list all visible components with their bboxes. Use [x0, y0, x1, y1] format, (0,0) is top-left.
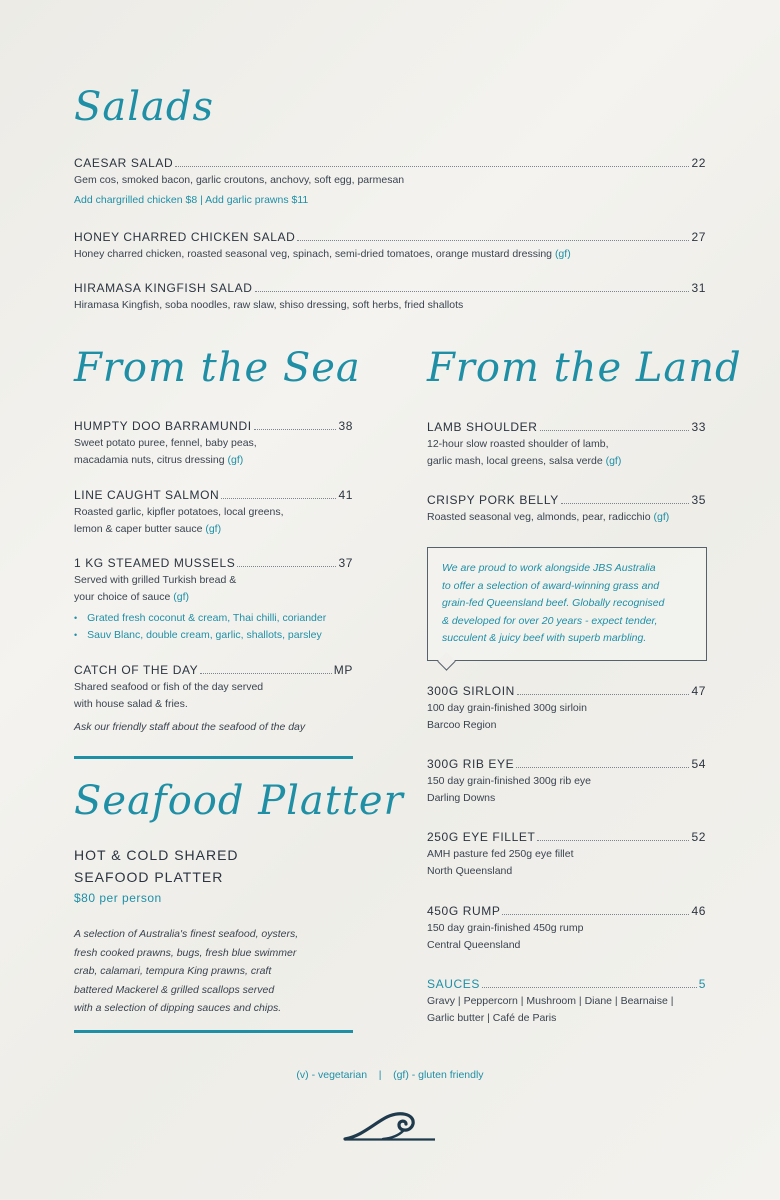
item-price: 47: [691, 684, 706, 698]
platter-title: HOT & COLD SHARED SEAFOOD PLATTER: [74, 847, 239, 885]
menu-item-mussels: [74, 555, 353, 644]
from-the-sea-heading: From the Sea: [74, 345, 361, 391]
item-price: 31: [691, 281, 706, 295]
item-price: 54: [691, 757, 706, 771]
item-name: LAMB SHOULDER: [427, 420, 538, 434]
item-name: 450G RUMP: [427, 904, 501, 918]
item-name: CRISPY PORK BELLY: [427, 493, 559, 507]
item-description: Roasted garlic, kipfler potatoes, local greens,: [74, 506, 284, 518]
item-description: Sweet potato puree, fennel, baby peas,: [74, 437, 257, 449]
gf-tag: (gf): [653, 511, 670, 523]
item-price: 35: [691, 493, 706, 507]
item-price: 46: [691, 904, 706, 918]
item-price: 33: [691, 420, 706, 434]
item-description-2: with house salad & fries.: [74, 698, 188, 710]
seafood-platter-heading: Seafood Platter: [74, 778, 404, 824]
item-description: Honey charred chicken, roasted seasonal veg, spinach, semi-dried tomatoes, orange mustard dressing (gf): [74, 248, 571, 260]
item-price: 5: [698, 977, 706, 991]
item-name: HUMPTY DOO BARRAMUNDI: [74, 419, 252, 433]
sauce-option: • Grated fresh coconut & cream, Thai chilli, coriander: [74, 610, 353, 627]
item-description: 100 day grain-finished 300g sirloin: [427, 702, 587, 714]
item-description: Shared seafood or fish of the day served: [74, 681, 264, 693]
item-description-2: your choice of sauce (gf): [74, 591, 189, 603]
menu-item-kingfish-salad: [74, 280, 706, 314]
gf-tag: (gf): [605, 455, 622, 467]
item-name: CAESAR SALAD: [74, 156, 174, 170]
item-price: 38: [338, 419, 353, 433]
gf-tag: (gf): [173, 591, 189, 603]
item-name: 300G SIRLOIN: [427, 684, 515, 698]
item-description: Gravy | Peppercorn | Mushroom | Diane | Bearnaise |: [427, 995, 674, 1007]
item-name: LINE CAUGHT SALMON: [74, 488, 220, 502]
platter-description: A selection of Australia's finest seafood, oysters, fresh cooked prawns, bugs, fresh blue swimmer crab, calamari, tempura King prawns, craft battered Mackerel & grilled scallops served with a selection of dipping sauces and chips.: [74, 928, 299, 1014]
seafood-note: Ask our friendly staff about the seafood of the day: [74, 721, 306, 733]
sauce-options: [74, 610, 353, 644]
item-name: 1 KG STEAMED MUSSELS: [74, 556, 236, 570]
item-price: 37: [338, 556, 353, 570]
item-name: 300G RIB EYE: [427, 757, 515, 771]
divider: [74, 756, 353, 759]
item-name: HIRAMASA KINGFISH SALAD: [74, 281, 253, 295]
platter-price: $80 per person: [74, 891, 162, 905]
item-region: Barcoo Region: [427, 719, 497, 731]
item-description-2: macadamia nuts, citrus dressing (gf): [74, 454, 244, 466]
item-price: 22: [691, 156, 706, 170]
menu-item-barramundi: [74, 418, 353, 469]
item-name: SAUCES: [427, 977, 480, 991]
item-description: Roasted seasonal veg, almonds, pear, radicchio (gf): [427, 511, 670, 523]
gf-tag: (gf): [227, 454, 244, 466]
menu-item-sauces: [427, 976, 706, 1027]
gf-tag: (gf): [554, 248, 571, 260]
item-region: North Queensland: [427, 865, 513, 877]
menu-item-eye-fillet: [427, 829, 706, 880]
wave-icon: [343, 1108, 437, 1142]
item-name: HONEY CHARRED CHICKEN SALAD: [74, 230, 296, 244]
menu-item-rib-eye: [427, 756, 706, 807]
menu-item-lamb-shoulder: [427, 419, 706, 470]
item-description: 150 day grain-finished 300g rib eye: [427, 775, 592, 787]
item-description: Gem cos, smoked bacon, garlic croutons, anchovy, soft egg, parmesan: [74, 174, 405, 186]
item-description-2: lemon & caper butter sauce (gf): [74, 523, 222, 535]
jbs-callout: We are proud to work alongside JBS Australia to offer a selection of award-winning grass and grain-fed Queensland beef. Globally recognised & developed for over 20 years - expect tender, succulent & juicy beef with superb marbling.: [427, 547, 707, 661]
menu-item-rump: [427, 903, 706, 954]
divider: [74, 1030, 353, 1033]
item-description: AMH pasture fed 250g eye fillet: [427, 848, 574, 860]
item-addons: Add chargrilled chicken $8 | Add garlic prawns $11: [74, 194, 309, 206]
salads-heading: Salads: [74, 84, 215, 130]
menu-item-salmon: [74, 487, 353, 538]
item-name: CATCH OF THE DAY: [74, 663, 199, 677]
item-region: Central Queensland: [427, 939, 521, 951]
from-the-land-heading: From the Land: [427, 345, 742, 391]
gf-tag: (gf): [205, 523, 222, 535]
menu-item-honey-chicken-salad: [74, 229, 706, 263]
item-description-2: garlic mash, local greens, salsa verde (gf): [427, 455, 622, 467]
item-region: Darling Downs: [427, 792, 496, 804]
item-description: 12-hour slow roasted shoulder of lamb,: [427, 438, 609, 450]
item-description-2: Garlic butter | Café de Paris: [427, 1012, 557, 1024]
item-price: 27: [691, 230, 706, 244]
menu-item-caesar-salad: [74, 155, 706, 209]
item-description: Hiramasa Kingfish, soba noodles, raw slaw, shiso dressing, soft herbs, fried shallots: [74, 299, 464, 311]
item-price: MP: [333, 663, 353, 677]
item-description: 150 day grain-finished 450g rump: [427, 922, 584, 934]
item-description: Served with grilled Turkish bread &: [74, 574, 237, 586]
item-price: 52: [691, 830, 706, 844]
item-price: 41: [338, 488, 353, 502]
dietary-legend: (v) - vegetarian | (gf) - gluten friendly: [296, 1069, 484, 1081]
menu-item-catch-of-the-day: [74, 662, 353, 736]
sauce-option: • Sauv Blanc, double cream, garlic, shallots, parsley: [74, 627, 353, 644]
menu-item-pork-belly: [427, 492, 706, 526]
item-name: 250G EYE FILLET: [427, 830, 536, 844]
menu-item-sirloin: [427, 683, 706, 734]
